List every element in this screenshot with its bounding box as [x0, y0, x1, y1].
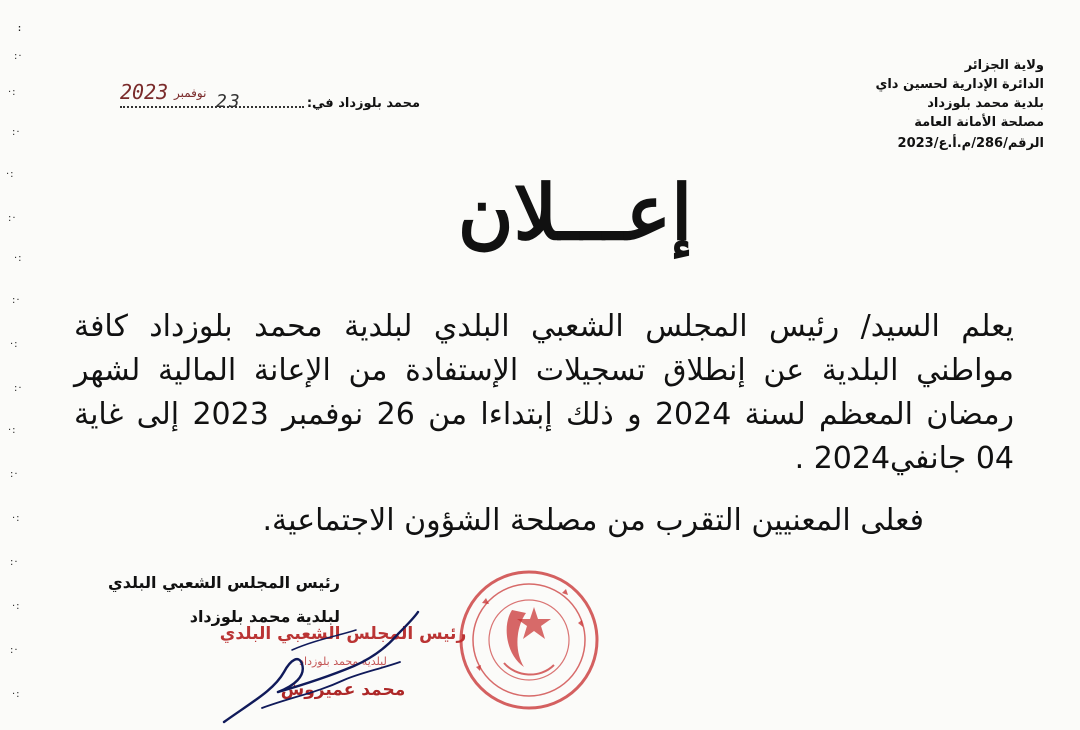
date-dotted-line — [120, 106, 304, 108]
signatory-title: رئيس المجلس الشعبي البلدي — [108, 573, 340, 592]
announcement-body — [74, 305, 1014, 543]
date-year: 2023 — [120, 80, 169, 104]
mayor-stamp-name: محمد عميروش — [280, 680, 406, 700]
date-line — [120, 80, 420, 120]
mayor-stamp-municipality: لبلدية محمد بلوزداد — [299, 655, 387, 668]
mayor-stamp-title: رئيس المجلس الشعبي البلدي — [219, 624, 467, 644]
closing-sentence: فعلى المعنيين التقرب من مصلحة الشؤون الاجتماعية. — [262, 503, 924, 538]
date-day: 23 — [216, 91, 242, 112]
handwritten-signature-icon — [220, 604, 420, 730]
perforation-dots: ꓽ :· ·: :· ·: :· ·: :· ·: :· ·: :· ·: :· ·: :· ·: — [6, 23, 23, 700]
announcement-paragraph: يعلم السيد/ رئيس المجلس الشعبي البلدي لبلدية محمد بلوزداد كافة مواطني البلدية عن إنطلاق تسجيلات الإستفادة من الإعانة المالية لشهر رمضان المعظم لسنة 2024 و ذلك إبتداءا من 26 نوفمبر 2023 إلى غاية 04 جانفي2024 . — [74, 309, 1015, 476]
municipality-name: بلدية محمد بلوزداد — [927, 96, 1044, 111]
issuer-header — [814, 56, 1044, 153]
date-month: نوفمبر — [174, 86, 207, 100]
date-label: محمد بلوزداد في: — [306, 96, 420, 111]
district-name: الدائرة الإدارية لحسين داي — [875, 77, 1044, 92]
reference-number: الرقم/286/م.أ.ع/2023 — [897, 136, 1044, 151]
announcement-title: إعـــلان — [457, 168, 693, 257]
official-seal-icon — [454, 565, 604, 715]
department-name: مصلحة الأمانة العامة — [914, 115, 1044, 130]
signatory-municipality: لبلدية محمد بلوزداد — [189, 607, 340, 626]
province-name: ولاية الجزائر — [964, 58, 1044, 73]
